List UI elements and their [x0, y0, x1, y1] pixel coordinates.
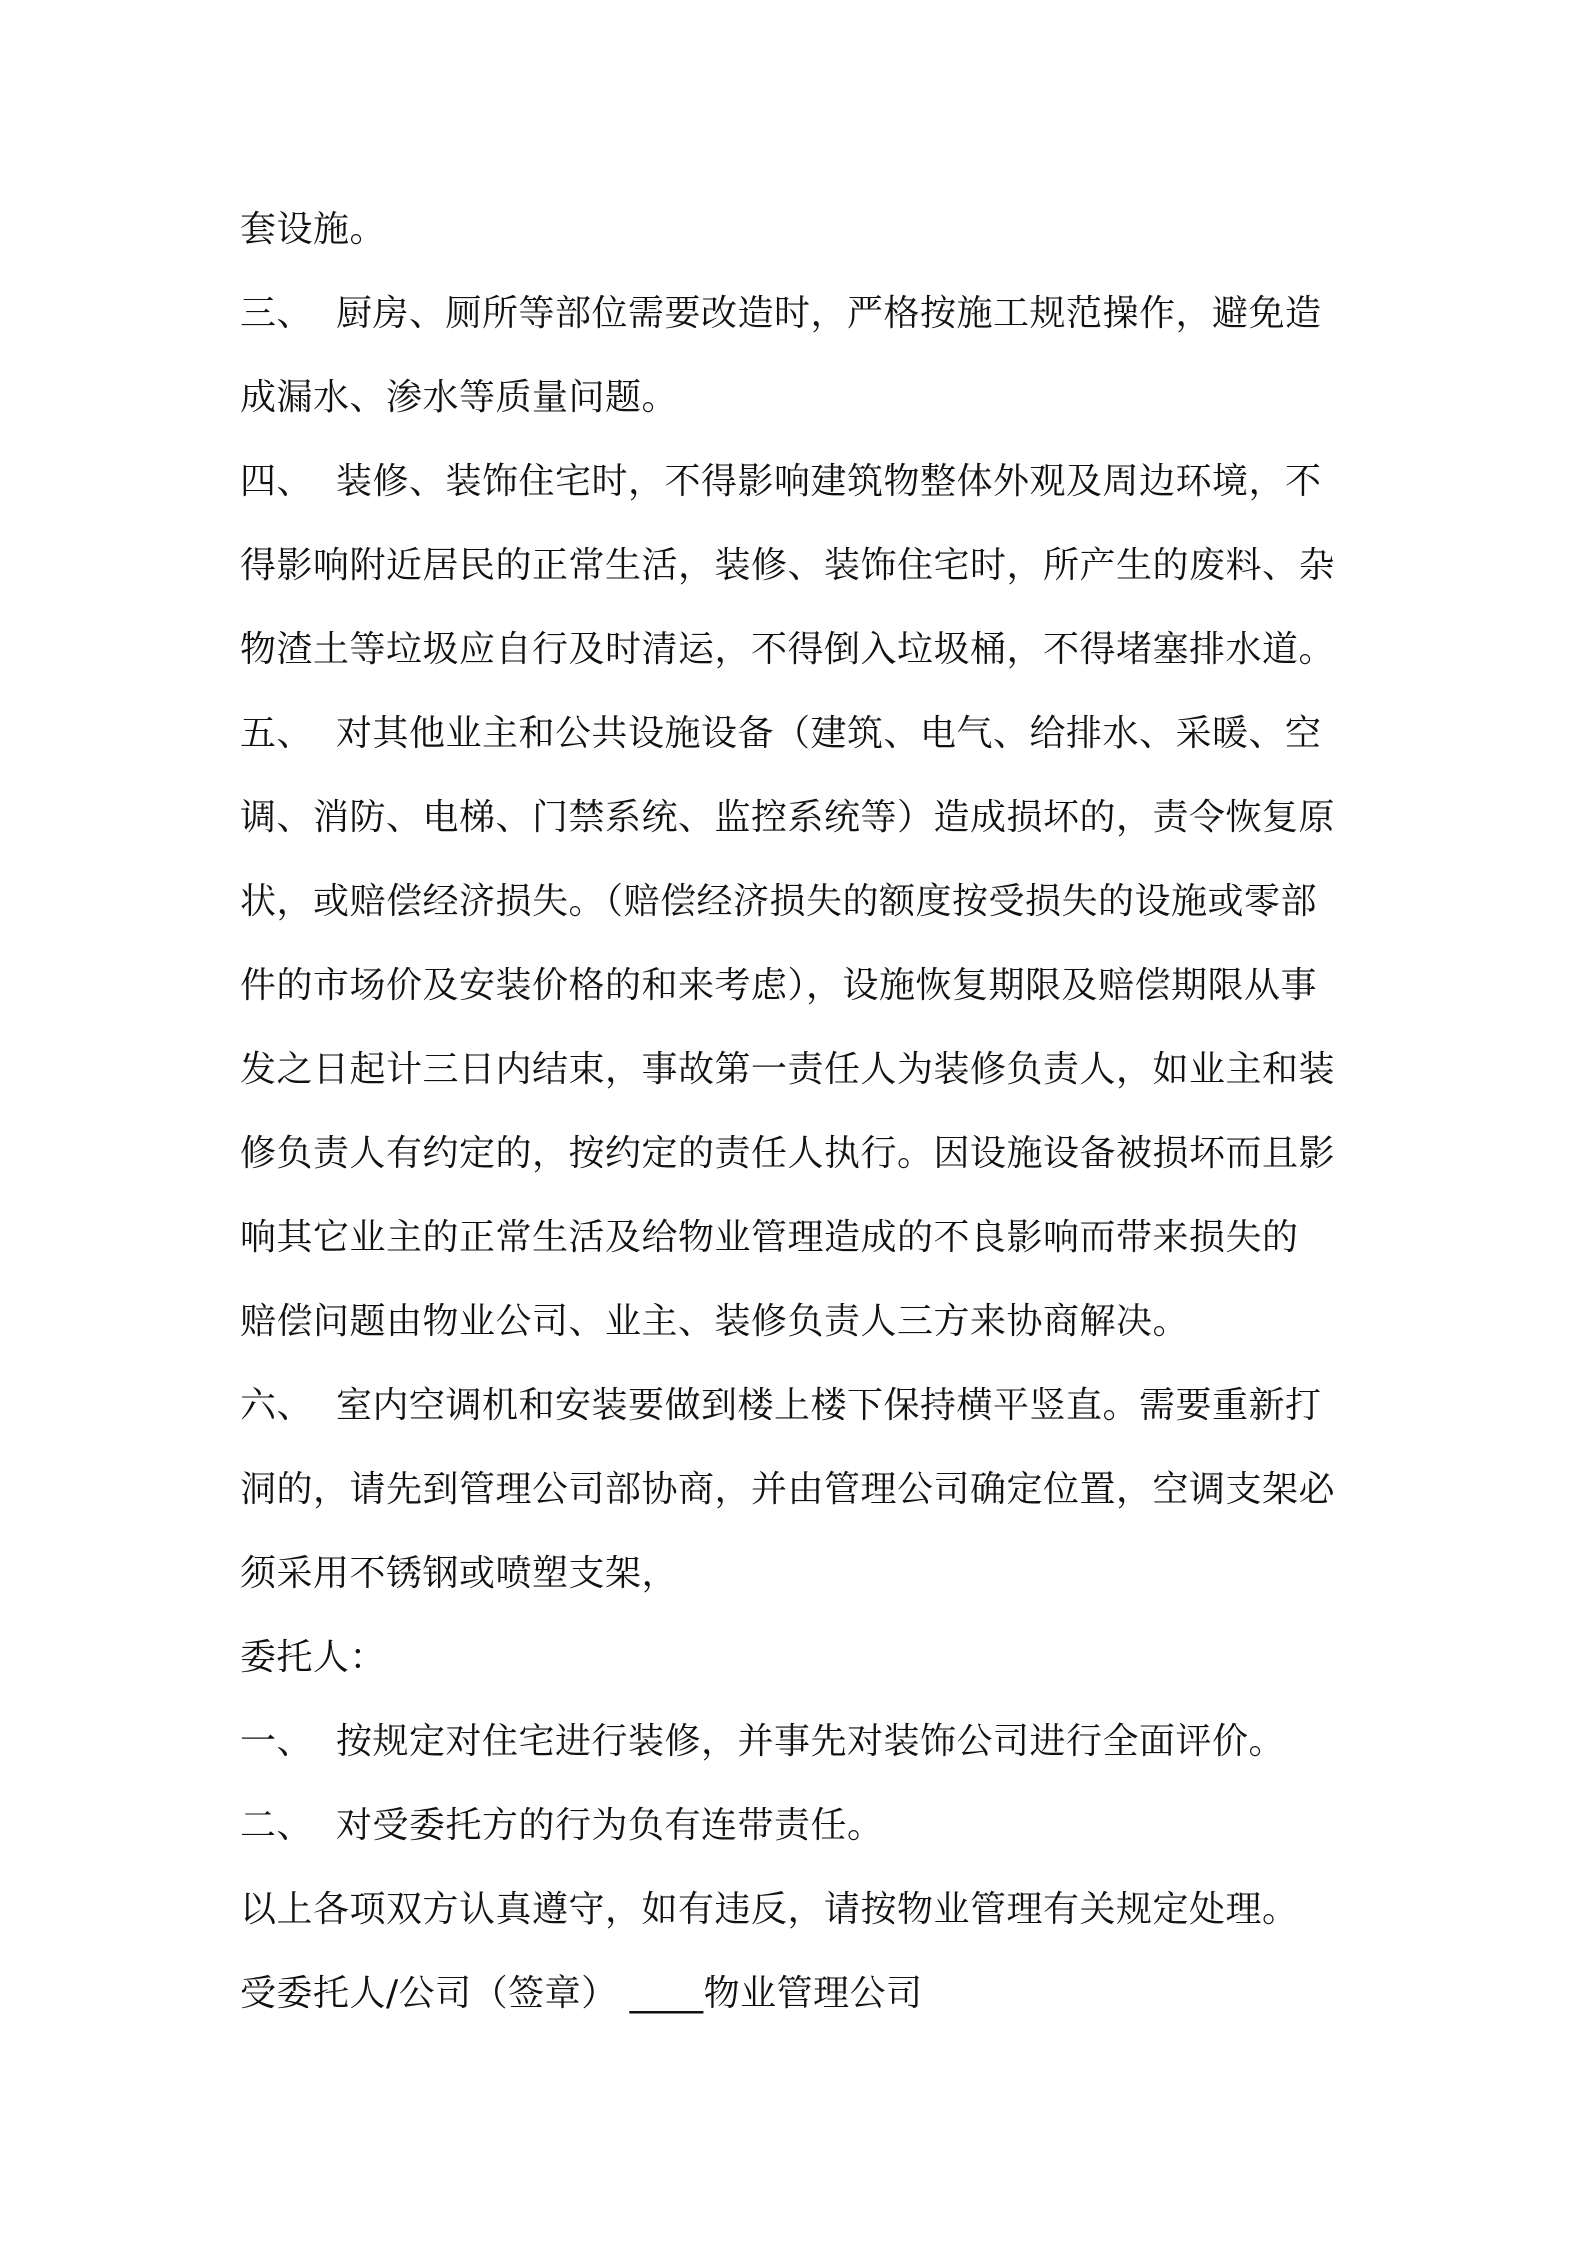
line-text: 得影响附近居民的正常生活，装修、装饰住宅时，所产生的废料、杂 [240, 545, 1336, 586]
item-four-line-3 [240, 628, 1360, 672]
item-five-line-8 [240, 1300, 1360, 1344]
item-number: 二、 [240, 1805, 314, 1846]
item-six-line-1 [240, 1384, 1360, 1428]
line-text: 调、消防、电梯、门禁系统、监控系统等）造成损坏的，责令恢复原 [240, 797, 1336, 838]
line-text: 以上各项双方认真遵守，如有违反，请按物业管理有关规定处理。 [240, 1889, 1299, 1930]
item-five-line-2 [240, 796, 1360, 840]
item-number: 四、 [240, 461, 314, 502]
line-text: 修负责人有约定的，按约定的责任人执行。因设施设备被损坏而且影 [240, 1133, 1336, 1174]
item-five-line-5 [240, 1048, 1360, 1092]
line-text: 响其它业主的正常生活及给物业管理造成的不良影响而带来损失的 [240, 1217, 1299, 1258]
line-text: 对受委托方的行为负有连带责任。 [336, 1805, 884, 1846]
closing-statement [240, 1888, 1360, 1932]
item-three-line-2 [240, 376, 1360, 420]
item-five-line-7 [240, 1216, 1360, 1260]
principal-item-two [240, 1804, 1360, 1848]
item-five-line-3 [240, 880, 1360, 924]
line-text: 发之日起计三日内结束，事故第一责任人为装修负责人，如业主和装 [240, 1049, 1336, 1090]
line-text: 室内空调机和安装要做到楼上楼下保持横平竖直。需要重新打 [336, 1385, 1322, 1426]
item-four-line-2 [240, 544, 1360, 588]
line-text: 成漏水、渗水等质量问题。 [240, 377, 679, 418]
item-four-line-1 [240, 460, 1360, 504]
line-text: 件的市场价及安装价格的和来考虑），设施恢复期限及赔偿期限从事 [240, 965, 1318, 1006]
line-text: 物渣土等垃圾应自行及时清运，不得倒入垃圾桶，不得堵塞排水道。 [240, 629, 1336, 670]
item-three-line-1 [240, 292, 1360, 336]
line-text: 状，或赔偿经济损失。（赔偿经济损失的额度按受损失的设施或零部 [240, 881, 1318, 922]
item-number: 六、 [240, 1385, 314, 1426]
item-six-line-2 [240, 1468, 1360, 1512]
line-text: 套设施。 [240, 209, 387, 250]
line-text: 受委托人/公司（签章） ____物业管理公司 [240, 1973, 923, 2014]
principal-item-one [240, 1720, 1360, 1764]
item-number: 三、 [240, 293, 314, 334]
line-text: 厨房、厕所等部位需要改造时，严格按施工规范操作，避免造 [336, 293, 1322, 334]
item-five-line-4 [240, 964, 1360, 1008]
paragraph-line [240, 208, 1360, 252]
signature-line [240, 1972, 1360, 2016]
item-number: 一、 [240, 1721, 314, 1762]
line-text: 赔偿问题由物业公司、业主、装修负责人三方来协商解决。 [240, 1301, 1190, 1342]
principal-heading [240, 1636, 1360, 1680]
line-text: 委托人： [240, 1637, 387, 1678]
line-text: 洞的，请先到管理公司部协商，并由管理公司确定位置，空调支架必 [240, 1469, 1336, 1510]
item-six-line-3 [240, 1552, 1360, 1596]
item-five-line-6 [240, 1132, 1360, 1176]
line-text: 须采用不锈钢或喷塑支架， [240, 1553, 679, 1594]
line-text: 装修、装饰住宅时，不得影响建筑物整体外观及周边环境，不 [336, 461, 1322, 502]
item-five-line-1 [240, 712, 1360, 756]
line-text: 按规定对住宅进行装修，并事先对装饰公司进行全面评价。 [336, 1721, 1286, 1762]
line-text: 对其他业主和公共设施设备（建筑、电气、给排水、采暖、空 [336, 713, 1322, 754]
item-number: 五、 [240, 713, 314, 754]
